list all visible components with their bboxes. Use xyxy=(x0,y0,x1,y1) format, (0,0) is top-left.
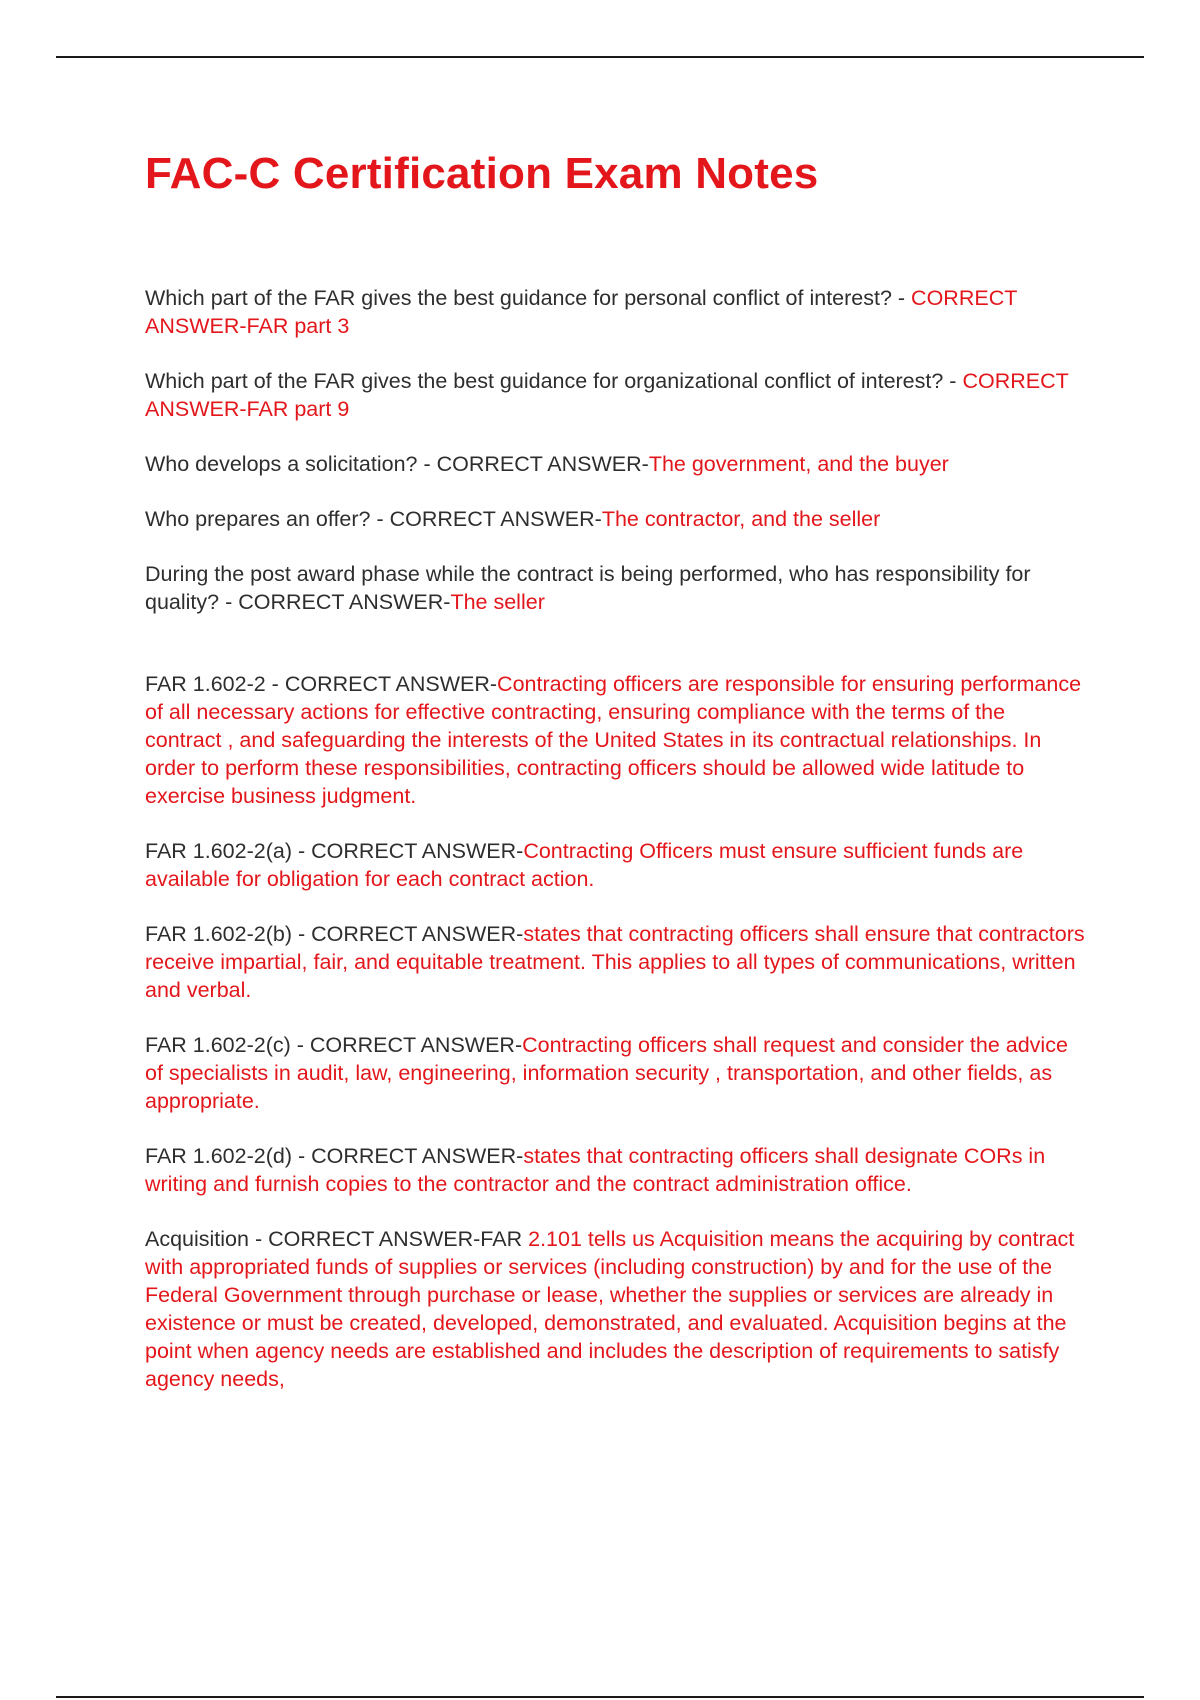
qa-question: FAR 1.602-2(b) - CORRECT ANSWER- xyxy=(145,922,524,946)
qa-entry xyxy=(145,920,1085,1004)
bottom-rule xyxy=(56,1696,1144,1698)
qa-entry xyxy=(145,670,1085,810)
qa-answer: The seller xyxy=(450,590,545,614)
qa-entry xyxy=(145,1225,1085,1393)
qa-question: Who develops a solicitation? - CORRECT ANSWER- xyxy=(145,452,649,476)
qa-answer: CORRECT ANSWER-FAR part 3 xyxy=(145,286,1017,338)
qa-answer: 2.101 tells us Acquisition means the acquiring by contract with appropriated funds of supplies or services (including construction) by and for the use of the Federal Government through purchase or lease, whether the supplies or services are already in existence or must be created, developed, demonstrated, and evaluated. Acquisition begins at the point when agency needs are established and includes the description of requirements to satisfy agency needs, xyxy=(145,1227,1075,1391)
qa-question: During the post award phase while the contract is being performed, who has responsibility for quality? - CORRECT ANSWER- xyxy=(145,562,1031,614)
qa-question: FAR 1.602-2(a) - CORRECT ANSWER- xyxy=(145,839,524,863)
document-page xyxy=(145,140,1085,1420)
qa-list xyxy=(145,284,1085,1393)
qa-entry xyxy=(145,1031,1085,1115)
qa-entry xyxy=(145,1142,1085,1198)
document-title: FAC-C Certification Exam Notes xyxy=(145,149,819,198)
qa-answer: Contracting Officers must ensure sufficient funds are available for obligation for each contract action. xyxy=(145,839,1024,891)
qa-question: Who prepares an offer? - CORRECT ANSWER- xyxy=(145,507,602,531)
qa-answer: Contracting officers are responsible for ensuring performance of all necessary actions for effective contracting, ensuring compliance with the terms of the contract , and safeguarding the interests of the United States in its contractual relationships. In order to perform these responsibilities, contracting officers should be allowed wide latitude to exercise business judgment. xyxy=(145,672,1082,808)
qa-entry xyxy=(145,505,1085,533)
qa-question: FAR 1.602-2(d) - CORRECT ANSWER- xyxy=(145,1144,524,1168)
qa-answer: The contractor, and the seller xyxy=(601,507,881,531)
qa-question: Acquisition - CORRECT ANSWER-FAR xyxy=(145,1227,529,1251)
qa-entry xyxy=(145,837,1085,893)
qa-question: FAR 1.602-2(c) - CORRECT ANSWER- xyxy=(145,1033,523,1057)
qa-answer: Contracting officers shall request and consider the advice of specialists in audit, law, engineering, information security , transportation, and other fields, as appropriate. xyxy=(145,1033,1068,1113)
qa-question: FAR 1.602-2 - CORRECT ANSWER- xyxy=(145,672,498,696)
qa-answer: states that contracting officers shall designate CORs in writing and furnish copies to the contractor and the contract administration office. xyxy=(145,1144,1046,1196)
qa-question: Which part of the FAR gives the best guidance for organizational conflict of interest? - xyxy=(145,369,963,393)
top-rule xyxy=(56,56,1144,58)
qa-question: Which part of the FAR gives the best guidance for personal conflict of interest? - xyxy=(145,286,912,310)
qa-answer: states that contracting officers shall ensure that contractors receive impartial, fair, and equitable treatment. This applies to all types of communications, written and verbal. xyxy=(145,922,1085,1002)
qa-answer: CORRECT ANSWER-FAR part 9 xyxy=(145,369,1069,421)
qa-answer: The government, and the buyer xyxy=(648,452,949,476)
qa-entry xyxy=(145,367,1085,423)
qa-entry xyxy=(145,450,1085,478)
qa-entry xyxy=(145,284,1085,340)
qa-entry xyxy=(145,560,1085,616)
